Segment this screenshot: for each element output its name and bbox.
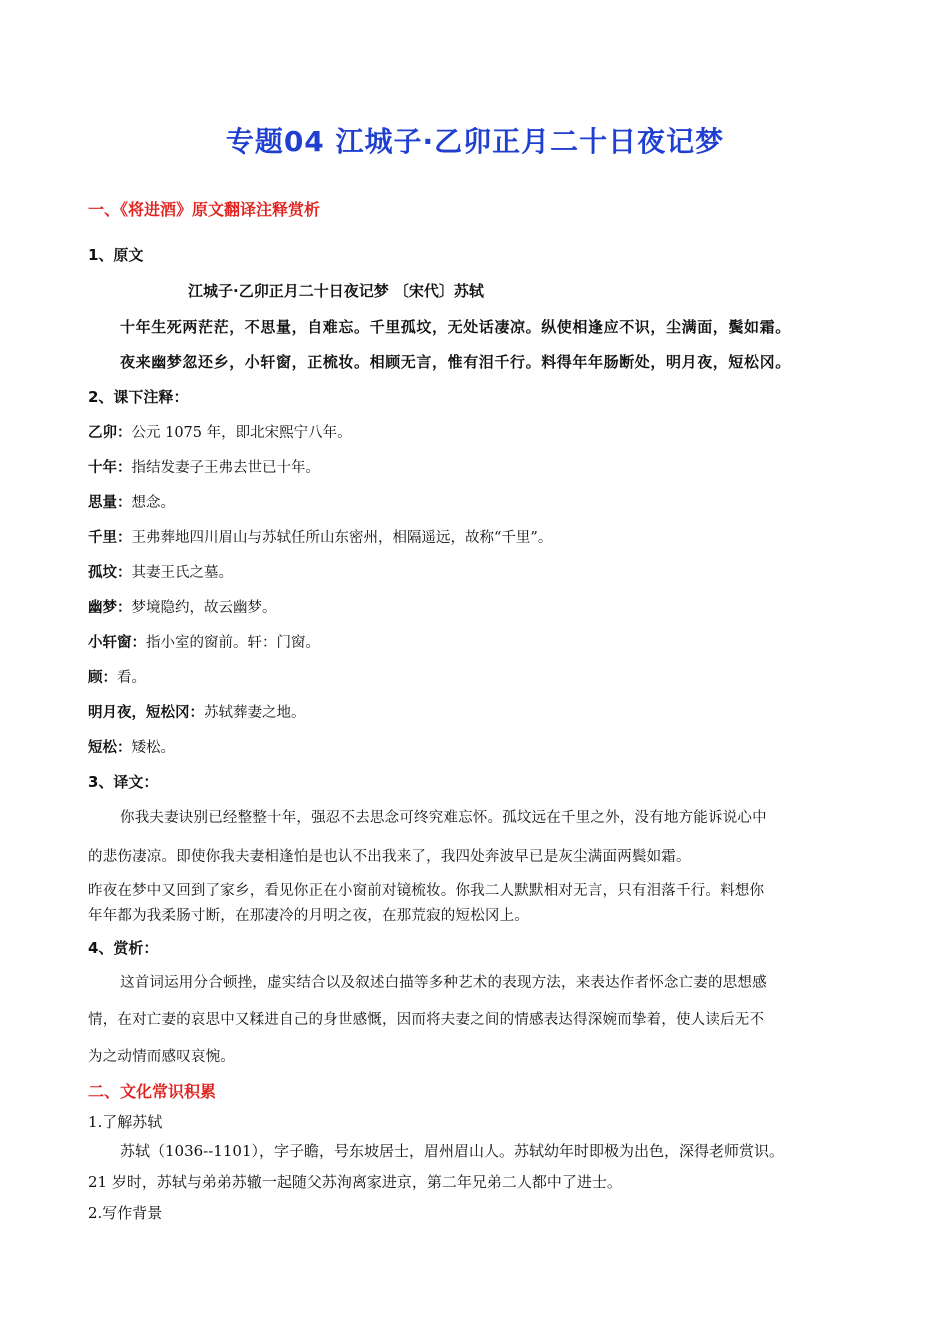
translation-label: 3、译文： bbox=[88, 773, 159, 791]
note-text: 想念。 bbox=[131, 495, 175, 511]
appreciation-line: 为之动情而感叹哀惋。 bbox=[88, 1049, 235, 1065]
note-text: 苏轼葬妻之地。 bbox=[204, 705, 306, 721]
poem-title: 江城子·乙卯正月二十日夜记梦 〔宋代〕苏轼 bbox=[188, 282, 484, 300]
note-term: 乙卯： bbox=[88, 425, 132, 441]
poem-line: 十年生死两茫茫，不思量，自难忘。千里孤坟，无处话凄凉。纵使相逢应不识，尘满面，鬓如霜。 bbox=[120, 318, 791, 336]
translation-line: 的悲伤凄凉。即使你我夫妻相逢怕是也认不出我来了，我四处奔波早已是灰尘满面两鬓如霜。 bbox=[88, 849, 691, 865]
subsection-label: 1.了解苏轼 bbox=[88, 1113, 163, 1131]
note-item bbox=[88, 421, 352, 442]
note-term: 十年： bbox=[88, 460, 132, 476]
note-item bbox=[88, 666, 146, 687]
note-item bbox=[88, 736, 175, 757]
note-term: 思量： bbox=[88, 495, 132, 511]
translation-line: 你我夫妻诀别已经整整十年，强忍不去思念可终究难忘怀。孤坟远在千里之外，没有地方能诉说心中 bbox=[120, 810, 767, 826]
note-item bbox=[88, 491, 175, 512]
note-text: 公元 1075 年，即北宋熙宁八年。 bbox=[131, 425, 352, 441]
note-item bbox=[88, 561, 233, 582]
note-term: 孤坟： bbox=[88, 565, 132, 581]
note-text: 梦境隐约，故云幽梦。 bbox=[131, 600, 277, 616]
note-term: 短松： bbox=[88, 740, 132, 756]
note-item bbox=[88, 596, 277, 617]
section-heading-2: 二、文化常识积累 bbox=[88, 1082, 217, 1101]
subsection-label: 2.写作背景 bbox=[88, 1204, 163, 1222]
note-term: 千里： bbox=[88, 530, 132, 546]
translation-line: 昨夜在梦中又回到了家乡，看见你正在小窗前对镜梳妆。你我二人默默相对无言，只有泪落千行。料想你 bbox=[88, 883, 765, 899]
note-term: 幽梦： bbox=[88, 600, 132, 616]
note-text: 看。 bbox=[117, 670, 146, 686]
poem-line: 夜来幽梦忽还乡，小轩窗，正梳妆。相顾无言，惟有泪千行。料得年年肠断处，明月夜，短松冈。 bbox=[120, 353, 791, 371]
note-text: 其妻王氏之墓。 bbox=[131, 565, 233, 581]
notes-label: 2、课下注释： bbox=[88, 388, 189, 406]
note-item bbox=[88, 631, 320, 652]
note-text: 指结发妻子王弗去世已十年。 bbox=[131, 460, 320, 476]
page-title: 专题04 江城子·乙卯正月二十日夜记梦 bbox=[225, 125, 725, 158]
note-term: 顾： bbox=[88, 670, 117, 686]
note-item bbox=[88, 701, 306, 722]
biography-line: 21 岁时，苏轼与弟弟苏辙一起随父苏洵离家进京，第二年兄弟二人都中了进士。 bbox=[88, 1173, 622, 1191]
translation-line: 年年都为我柔肠寸断，在那凄冷的月明之夜，在那荒寂的短松冈上。 bbox=[88, 908, 529, 924]
note-item bbox=[88, 456, 320, 477]
appreciation-label: 4、赏析： bbox=[88, 939, 159, 957]
note-text: 指小室的窗前。轩：门窗。 bbox=[146, 635, 320, 651]
appreciation-line: 这首词运用分合顿挫，虚实结合以及叙述白描等多种艺术的表现方法，来表达作者怀念亡妻的思想感 bbox=[120, 975, 767, 991]
original-label: 1、原文 bbox=[88, 246, 144, 264]
note-text: 矮松。 bbox=[131, 740, 175, 756]
note-term: 明月夜，短松冈： bbox=[88, 705, 204, 721]
appreciation-line: 情，在对亡妻的哀思中又糅进自己的身世感慨，因而将夫妻之间的情感表达得深婉而挚着，使人读后无不 bbox=[88, 1012, 765, 1028]
note-item bbox=[88, 526, 552, 547]
biography-line: 苏轼（1036--1101），字子瞻，号东坡居士，眉州眉山人。苏轼幼年时即极为出色，深得老师赏识。 bbox=[120, 1142, 784, 1160]
note-term: 小轩窗： bbox=[88, 635, 146, 651]
section-heading-1: 一、《将进酒》原文翻译注释赏析 bbox=[88, 200, 321, 219]
note-text: 王弗葬地四川眉山与苏轼任所山东密州，相隔遥远，故称“千里”。 bbox=[131, 530, 553, 546]
